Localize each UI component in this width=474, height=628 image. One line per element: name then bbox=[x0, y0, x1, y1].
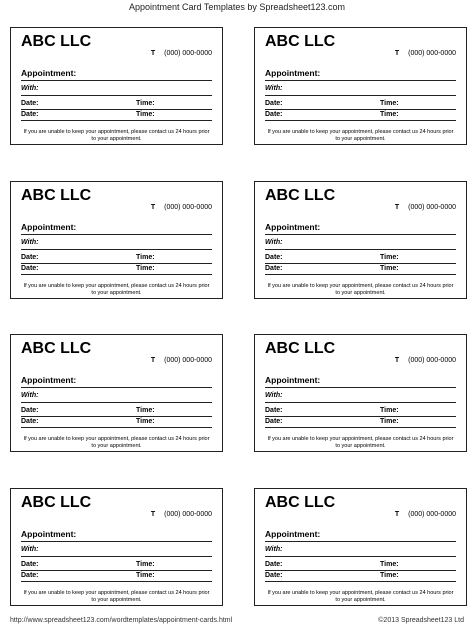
date-time-line bbox=[265, 572, 456, 582]
date-time-line bbox=[21, 265, 212, 275]
with-label: With: bbox=[21, 85, 39, 92]
phone-prefix: T bbox=[150, 50, 156, 57]
date-time-line bbox=[21, 254, 212, 264]
cancellation-note: If you are unable to keep your appointment, please contact us 24 hours prior to your appointment. bbox=[23, 436, 210, 449]
phone-prefix: T bbox=[394, 357, 400, 364]
date-time-line bbox=[265, 254, 456, 264]
phone-line bbox=[395, 511, 456, 518]
phone-number: (000) 000-0000 bbox=[408, 50, 456, 57]
appointment-label: Appointment: bbox=[21, 222, 77, 232]
date-label: Date: bbox=[21, 100, 39, 107]
phone-line bbox=[395, 204, 456, 211]
time-label: Time: bbox=[380, 418, 399, 425]
page-title: Appointment Card Templates by Spreadsheet123.com bbox=[129, 2, 345, 12]
date-label: Date: bbox=[21, 265, 39, 272]
with-label: With: bbox=[265, 546, 283, 553]
company-name: ABC LLC bbox=[21, 494, 92, 511]
cancellation-note: If you are unable to keep your appointment, please contact us 24 hours prior to your appointment. bbox=[267, 590, 454, 603]
date-label: Date: bbox=[265, 100, 283, 107]
with-line bbox=[21, 239, 212, 250]
phone-prefix: T bbox=[394, 511, 400, 518]
cancellation-note: If you are unable to keep your appointment, please contact us 24 hours prior to your appointment. bbox=[267, 129, 454, 142]
appointment-label: Appointment: bbox=[265, 68, 321, 78]
phone-prefix: T bbox=[394, 50, 400, 57]
time-label: Time: bbox=[380, 111, 399, 118]
appointment-line bbox=[21, 222, 212, 235]
date-label: Date: bbox=[265, 265, 283, 272]
with-line bbox=[265, 239, 456, 250]
date-time-line bbox=[21, 407, 212, 417]
appointment-line bbox=[21, 68, 212, 81]
time-label: Time: bbox=[380, 265, 399, 272]
phone-line bbox=[151, 204, 212, 211]
time-label: Time: bbox=[380, 100, 399, 107]
date-label: Date: bbox=[265, 111, 283, 118]
phone-prefix: T bbox=[150, 511, 156, 518]
with-label: With: bbox=[21, 546, 39, 553]
date-time-line bbox=[265, 265, 456, 275]
phone-line bbox=[151, 357, 212, 364]
with-line bbox=[265, 85, 456, 96]
appointment-label: Appointment: bbox=[21, 68, 77, 78]
cancellation-note: If you are unable to keep your appointment, please contact us 24 hours prior to your appointment. bbox=[267, 436, 454, 449]
company-name: ABC LLC bbox=[265, 340, 336, 357]
with-label: With: bbox=[265, 85, 283, 92]
company-name: ABC LLC bbox=[265, 187, 336, 204]
date-label: Date: bbox=[265, 572, 283, 579]
footer-url[interactable]: http://www.spreadsheet123.com/wordtemplates/appointment-cards.html bbox=[10, 617, 233, 624]
with-line bbox=[21, 85, 212, 96]
time-label: Time: bbox=[136, 254, 155, 261]
phone-number: (000) 000-0000 bbox=[164, 204, 212, 211]
time-label: Time: bbox=[380, 561, 399, 568]
phone-line bbox=[395, 50, 456, 57]
date-label: Date: bbox=[265, 418, 283, 425]
company-name: ABC LLC bbox=[21, 340, 92, 357]
appointment-card bbox=[10, 488, 223, 606]
date-time-line bbox=[21, 111, 212, 121]
phone-prefix: T bbox=[150, 204, 156, 211]
date-label: Date: bbox=[21, 111, 39, 118]
time-label: Time: bbox=[136, 572, 155, 579]
appointment-card bbox=[10, 334, 223, 452]
appointment-card bbox=[10, 27, 223, 145]
with-label: With: bbox=[21, 392, 39, 399]
date-label: Date: bbox=[21, 418, 39, 425]
appointment-line bbox=[21, 375, 212, 388]
date-time-line bbox=[21, 100, 212, 110]
date-time-line bbox=[265, 418, 456, 428]
with-line bbox=[265, 392, 456, 403]
time-label: Time: bbox=[136, 418, 155, 425]
date-time-line bbox=[265, 407, 456, 417]
time-label: Time: bbox=[380, 254, 399, 261]
date-label: Date: bbox=[265, 407, 283, 414]
cancellation-note: If you are unable to keep your appointment, please contact us 24 hours prior to your appointment. bbox=[23, 129, 210, 142]
phone-number: (000) 000-0000 bbox=[164, 511, 212, 518]
date-label: Date: bbox=[21, 254, 39, 261]
appointment-card bbox=[254, 488, 467, 606]
company-name: ABC LLC bbox=[21, 187, 92, 204]
phone-number: (000) 000-0000 bbox=[164, 357, 212, 364]
cancellation-note: If you are unable to keep your appointment, please contact us 24 hours prior to your appointment. bbox=[23, 590, 210, 603]
date-time-line bbox=[21, 418, 212, 428]
company-name: ABC LLC bbox=[21, 33, 92, 50]
appointment-label: Appointment: bbox=[265, 529, 321, 539]
with-label: With: bbox=[265, 392, 283, 399]
time-label: Time: bbox=[136, 100, 155, 107]
date-label: Date: bbox=[21, 572, 39, 579]
cancellation-note: If you are unable to keep your appointment, please contact us 24 hours prior to your appointment. bbox=[23, 283, 210, 296]
appointment-line bbox=[265, 375, 456, 388]
phone-line bbox=[151, 511, 212, 518]
company-name: ABC LLC bbox=[265, 33, 336, 50]
with-label: With: bbox=[21, 239, 39, 246]
appointment-line bbox=[21, 529, 212, 542]
appointment-line bbox=[265, 529, 456, 542]
time-label: Time: bbox=[136, 561, 155, 568]
with-line bbox=[265, 546, 456, 557]
date-label: Date: bbox=[21, 407, 39, 414]
with-line bbox=[21, 546, 212, 557]
date-time-line bbox=[265, 100, 456, 110]
time-label: Time: bbox=[136, 265, 155, 272]
appointment-line bbox=[265, 222, 456, 235]
phone-number: (000) 000-0000 bbox=[408, 357, 456, 364]
appointment-card bbox=[10, 181, 223, 299]
cancellation-note: If you are unable to keep your appointment, please contact us 24 hours prior to your appointment. bbox=[267, 283, 454, 296]
phone-line bbox=[395, 357, 456, 364]
date-time-line bbox=[265, 561, 456, 571]
date-label: Date: bbox=[265, 254, 283, 261]
time-label: Time: bbox=[136, 111, 155, 118]
phone-number: (000) 000-0000 bbox=[164, 50, 212, 57]
appointment-label: Appointment: bbox=[21, 529, 77, 539]
appointment-label: Appointment: bbox=[21, 375, 77, 385]
with-line bbox=[21, 392, 212, 403]
phone-prefix: T bbox=[150, 357, 156, 364]
appointment-card bbox=[254, 27, 467, 145]
appointment-card bbox=[254, 181, 467, 299]
phone-line bbox=[151, 50, 212, 57]
appointment-line bbox=[265, 68, 456, 81]
appointment-label: Appointment: bbox=[265, 222, 321, 232]
date-time-line bbox=[21, 572, 212, 582]
time-label: Time: bbox=[136, 407, 155, 414]
time-label: Time: bbox=[380, 572, 399, 579]
with-label: With: bbox=[265, 239, 283, 246]
phone-number: (000) 000-0000 bbox=[408, 511, 456, 518]
date-label: Date: bbox=[21, 561, 39, 568]
date-label: Date: bbox=[265, 561, 283, 568]
company-name: ABC LLC bbox=[265, 494, 336, 511]
time-label: Time: bbox=[380, 407, 399, 414]
phone-number: (000) 000-0000 bbox=[408, 204, 456, 211]
phone-prefix: T bbox=[394, 204, 400, 211]
appointment-card bbox=[254, 334, 467, 452]
footer-copyright: ©2013 Spreadsheet123 Ltd bbox=[378, 617, 464, 624]
date-time-line bbox=[265, 111, 456, 121]
appointment-label: Appointment: bbox=[265, 375, 321, 385]
date-time-line bbox=[21, 561, 212, 571]
